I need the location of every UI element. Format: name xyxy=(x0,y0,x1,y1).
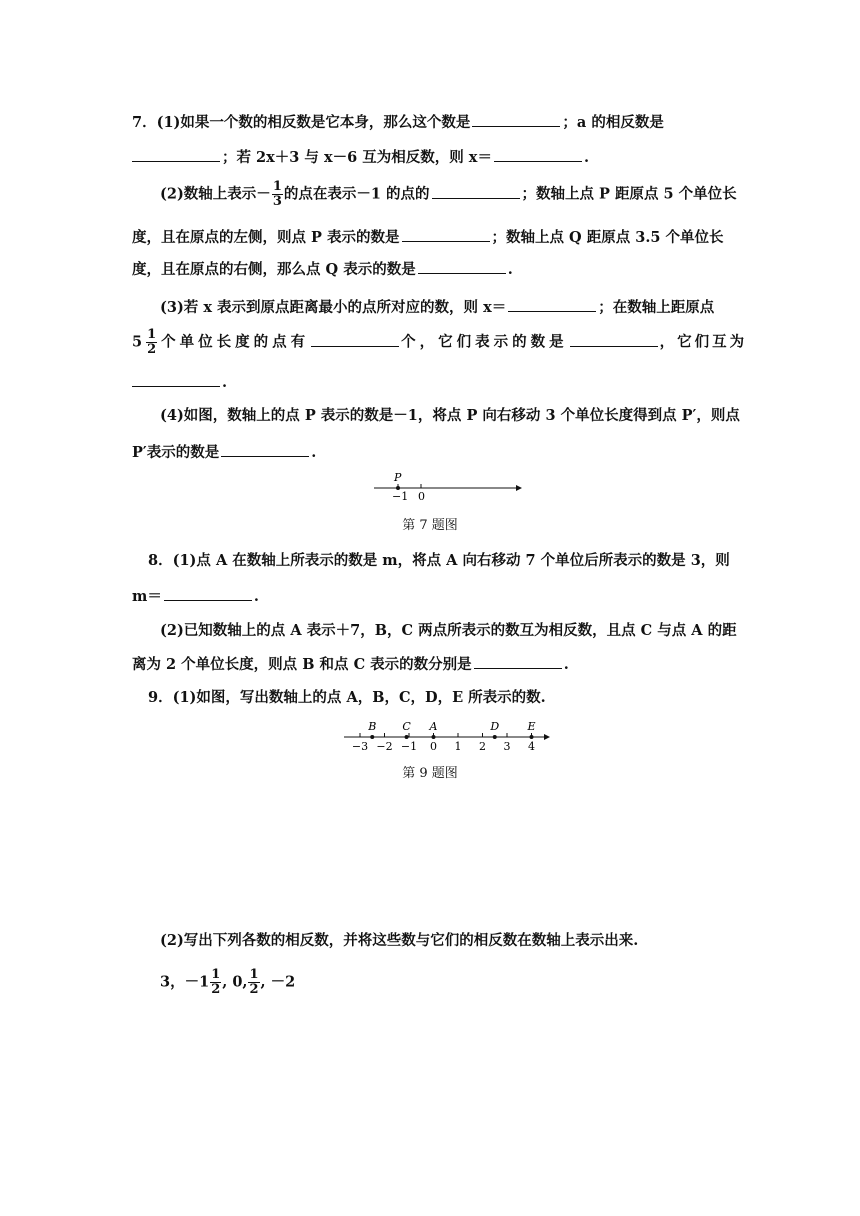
q7-part1-line2 xyxy=(132,145,732,169)
q7-part3-text-b: ；在数轴上距原点 xyxy=(598,299,715,316)
fraction-one-third xyxy=(272,180,283,209)
tick-label: 3 xyxy=(503,740,511,753)
point-e-dot xyxy=(530,735,534,739)
point-e-label: E xyxy=(527,720,536,733)
q7-part2-line1 xyxy=(160,179,737,209)
q7-part2-line2 xyxy=(132,225,732,249)
q7-part3-text-c: 个单位长度的点有 xyxy=(161,333,310,351)
point-b-label: B xyxy=(368,720,377,733)
q7-number-line-figure xyxy=(368,468,528,508)
fraction-denominator: 3 xyxy=(272,194,282,209)
answer-blank[interactable] xyxy=(311,330,399,347)
q8-part2-line1 xyxy=(160,620,737,642)
q7-part3-line2 xyxy=(132,327,748,357)
fraction-one-half xyxy=(248,968,259,997)
figure-7-caption: 第 7 题图 xyxy=(402,518,458,533)
q7-part3-line3 xyxy=(132,370,732,394)
q7-part2-text-b: 的点在表示－1 的点的 xyxy=(283,185,430,203)
q7-part2-text-a: (2)数轴上表示－ xyxy=(160,185,271,203)
q9-part2-text: (2)写出下列各数的相反数，并将这些数与它们的相反数在数轴上表示出来. xyxy=(160,932,639,949)
fraction-numerator: 1 xyxy=(272,179,282,194)
q7-part1-text-c: ；若 2x＋3 与 x－6 互为相反数，则 x＝ xyxy=(222,149,492,166)
point-p-label: P xyxy=(394,471,402,484)
point-d-label: D xyxy=(490,720,500,733)
fraction-one-half xyxy=(146,328,157,357)
point-b-dot xyxy=(370,735,374,739)
q8-part2-text-a: (2)已知数轴上的点 A 表示＋7，B，C 两点所表示的数互为相反数，且点 C 与点 A 的距 xyxy=(160,622,737,639)
q9-number-line-figure xyxy=(338,715,558,755)
tick-label: −1 xyxy=(400,740,418,753)
tick-label: −3 xyxy=(351,740,369,753)
tick-label: 2 xyxy=(479,740,486,753)
q7-part4-text-a: (4)如图，数轴上的点 P 表示的数是－1，将点 P 向右移动 3 个单位长度得到点 P′，则点 xyxy=(160,407,740,424)
point-a-dot xyxy=(432,735,436,739)
fraction-one-half xyxy=(210,968,221,997)
point-c-dot xyxy=(405,735,409,739)
q7-part1-period: . xyxy=(583,149,590,166)
fraction-denominator: 2 xyxy=(211,982,221,997)
q7-part2-period: . xyxy=(507,261,513,278)
q7-part3-text-e: ，它们互为 xyxy=(659,333,748,351)
figure-9-caption: 第 9 题图 xyxy=(402,766,458,781)
q7-part2-text-f: 度，且在原点的右侧，那么点 Q 表示的数是 xyxy=(132,261,416,278)
answer-blank[interactable] xyxy=(132,370,220,387)
point-a-label: A xyxy=(429,720,438,733)
q9-part1-line xyxy=(148,687,732,709)
q8-part1-line2 xyxy=(132,584,732,608)
q8-part1-text-a: 8．(1)点 A 在数轴上所表示的数是 m，将点 A 向右移动 7 个单位后所表示的数是 3，则 xyxy=(148,552,730,569)
q7-part3-text-a: (3)若 x 表示到原点距离最小的点所对应的数，则 x＝ xyxy=(160,299,507,316)
q7-part3-period: . xyxy=(222,374,228,391)
q8-part2-text-b: 离为 2 个单位长度，则点 B 和点 C 表示的数分别是 xyxy=(132,656,472,673)
q8-part1-period: . xyxy=(253,588,259,605)
fraction-numerator: 1 xyxy=(147,327,157,342)
q8-part2-period: . xyxy=(563,656,569,673)
q7-part2-text-d: 度，且在原点的左侧，则点 P 表示的数是 xyxy=(132,229,400,246)
q9-part1-text: 9．(1)如图，写出数轴上的点 A，B，C，D，E 所表示的数. xyxy=(148,689,546,706)
point-d-dot xyxy=(493,735,497,739)
numbers-text-b: , 0, xyxy=(222,973,248,991)
fraction-numerator: 1 xyxy=(249,967,259,982)
q7-part2-text-c: ；数轴上点 P 距原点 5 个单位长 xyxy=(521,185,737,203)
point-c-label: C xyxy=(402,720,411,733)
answer-blank[interactable] xyxy=(494,145,582,162)
q7-part1-text-b: ；a 的相反数是 xyxy=(562,114,664,131)
q7-part4-line2 xyxy=(132,440,732,464)
tick-label: −2 xyxy=(376,740,393,753)
arrow-head-icon xyxy=(516,485,522,491)
q7-part2-line3 xyxy=(132,257,732,281)
q9-numbers-line xyxy=(160,968,732,997)
answer-blank[interactable] xyxy=(402,225,490,242)
answer-blank[interactable] xyxy=(432,182,520,199)
answer-blank[interactable] xyxy=(221,440,309,457)
fraction-numerator: 1 xyxy=(211,967,221,982)
tick-label: 4 xyxy=(528,740,535,753)
tick-label-0: 0 xyxy=(418,490,425,503)
answer-blank[interactable] xyxy=(164,584,252,601)
q7-part1-text-a: 7．(1)如果一个数的相反数是它本身，那么这个数是 xyxy=(132,114,471,131)
answer-blank[interactable] xyxy=(132,145,220,162)
q8-part1-line1 xyxy=(148,550,732,572)
tick-label: 1 xyxy=(454,740,462,753)
tick-label: 0 xyxy=(430,740,437,753)
q8-part2-line2 xyxy=(132,652,732,676)
fraction-denominator: 2 xyxy=(249,982,259,997)
answer-blank[interactable] xyxy=(570,330,658,347)
q7-part2-text-e: ；数轴上点 Q 距原点 3.5 个单位长 xyxy=(491,229,724,246)
q7-part3-text-d: 个，它们表示的数是 xyxy=(401,333,568,351)
q7-part3-line1 xyxy=(160,295,732,319)
q7-part4-period: . xyxy=(311,444,317,461)
numbers-text-c: , －2 xyxy=(260,973,296,991)
tick-label-neg1: −1 xyxy=(392,490,409,503)
answer-blank[interactable] xyxy=(472,110,560,127)
arrow-head-icon xyxy=(544,734,550,740)
fraction-denominator: 2 xyxy=(147,342,157,357)
q7-part4-text-b: P′表示的数是 xyxy=(132,444,220,461)
answer-blank[interactable] xyxy=(474,652,562,669)
q8-part1-text-b: m＝ xyxy=(132,588,162,605)
q7-part1-line1 xyxy=(132,110,732,134)
mixed-number-whole: 5 xyxy=(132,333,143,351)
q9-part2-line xyxy=(160,930,732,952)
answer-blank[interactable] xyxy=(418,257,506,274)
answer-blank[interactable] xyxy=(508,295,596,312)
q7-part4-line1 xyxy=(160,405,740,427)
numbers-text-a: 3，－1 xyxy=(160,973,210,991)
